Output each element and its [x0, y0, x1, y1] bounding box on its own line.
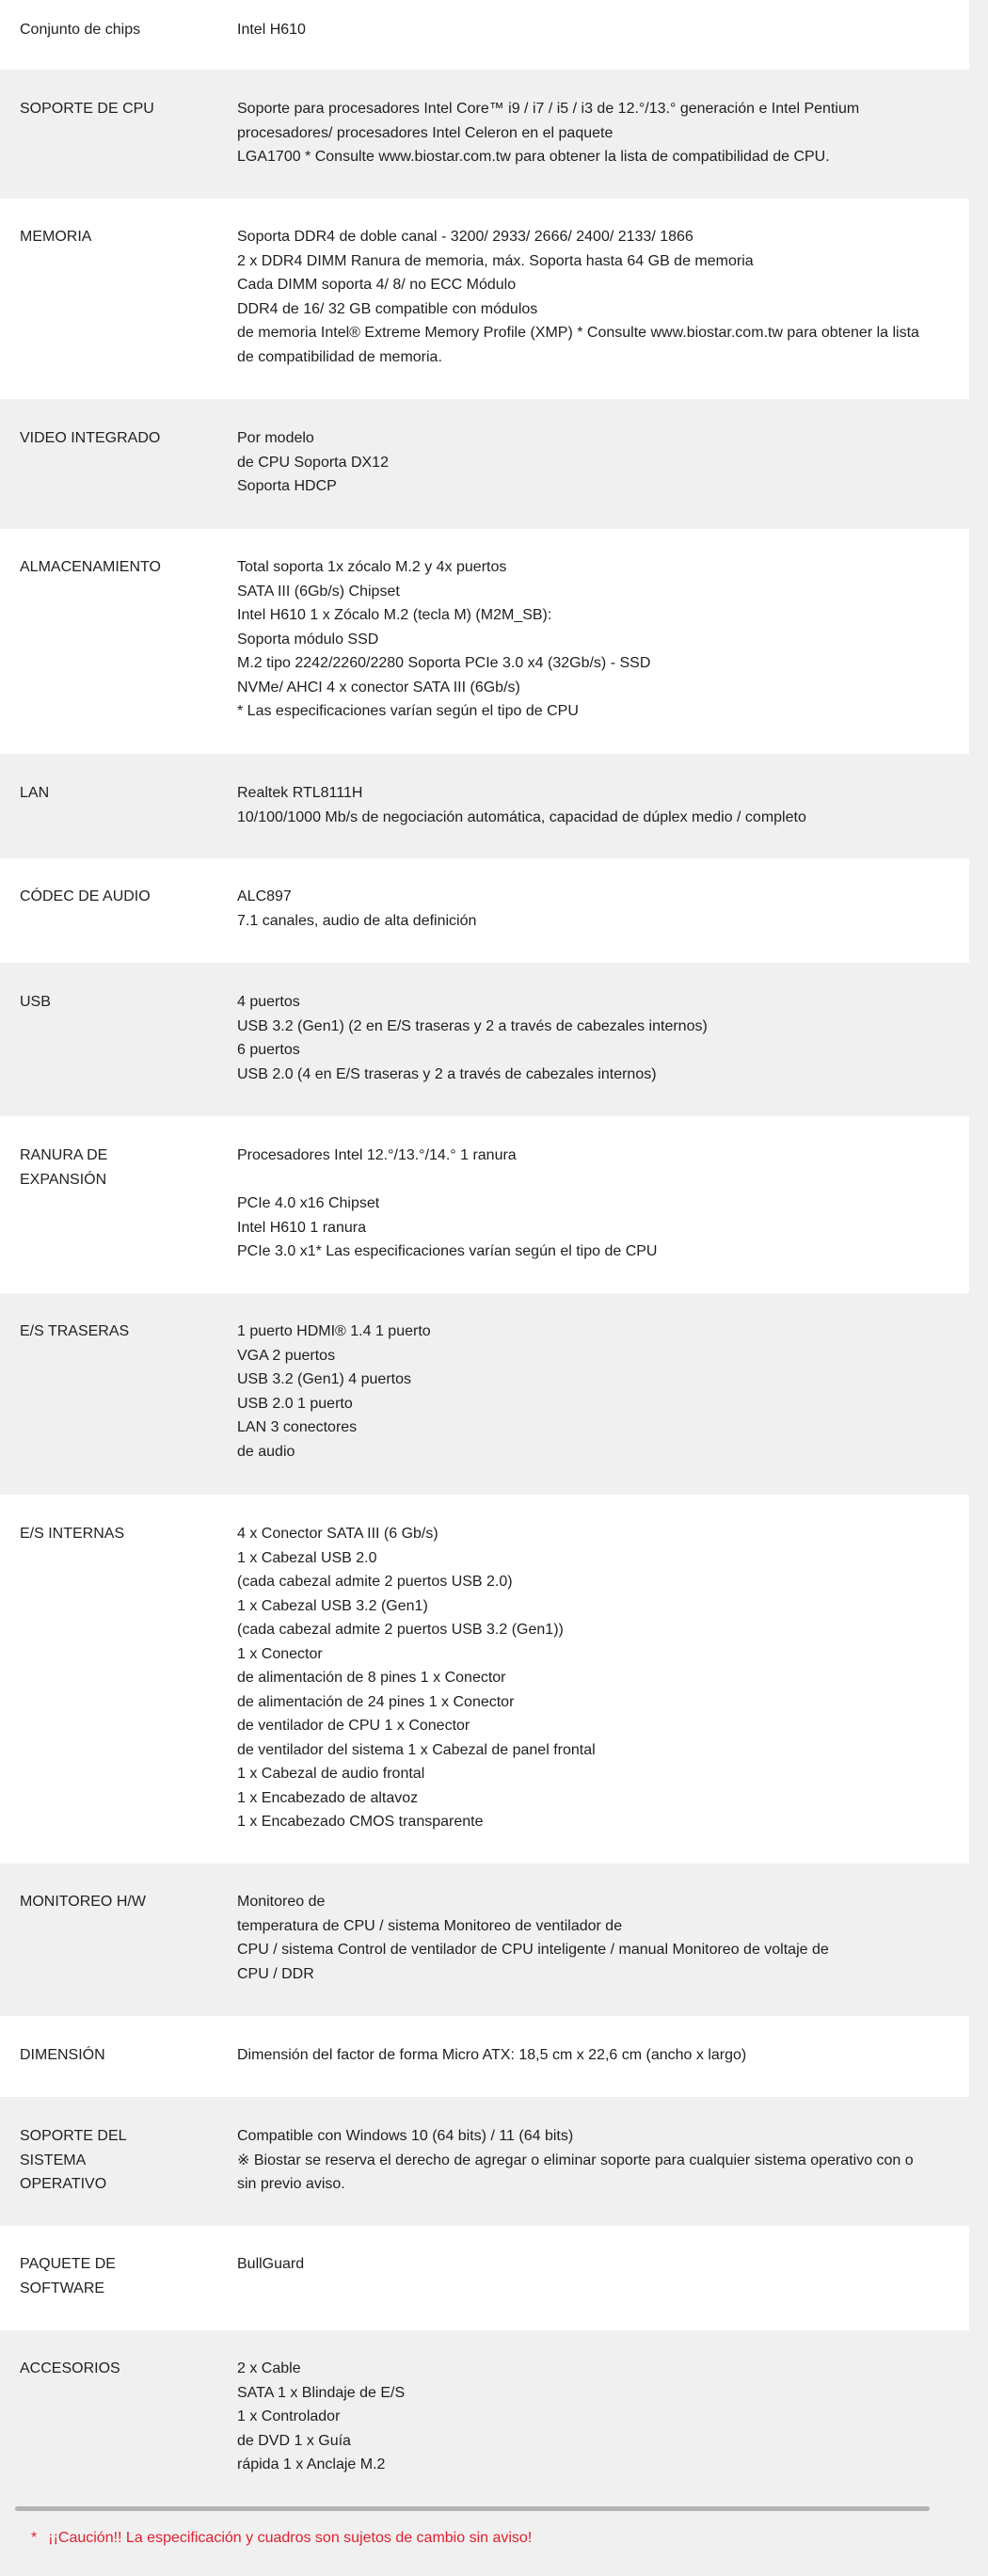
spec-line: ALC897 [237, 888, 292, 904]
spec-label: MONITOREO H/W [20, 1894, 146, 1910]
spec-line: LGA1700 * Consulte www.biostar.com.tw para obtener la lista de compatibilidad de CPU. [237, 149, 830, 165]
spec-line: de memoria Intel® Extreme Memory Profile (XMP) * Consulte www.biostar.com.tw para obtener la lista [237, 325, 919, 341]
spec-label: ACCESORIOS [20, 2360, 120, 2376]
spec-line: BullGuard [237, 2256, 305, 2272]
spec-line: NVMe/ AHCI 4 x conector SATA III (6Gb/s) [237, 679, 520, 696]
spec-line: USB 3.2 (Gen1) (2 en E/S traseras y 2 a través de cabezales internos) [237, 1017, 708, 1034]
spec-line: SATA III (6Gb/s) Chipset [237, 583, 400, 600]
spec-line: USB 2.0 1 puerto [237, 1395, 353, 1412]
spec-line: sin previo aviso. [237, 2176, 345, 2192]
spec-line: rápida 1 x Anclaje M.2 [237, 2456, 386, 2472]
spec-line: 1 puerto HDMI® 1.4 1 puerto [237, 1323, 431, 1339]
spec-label: CÓDEC DE AUDIO [20, 888, 151, 904]
spec-line: 1 x Conector [237, 1645, 323, 1662]
spec-values [237, 18, 969, 42]
spec-line: Soporta módulo SSD [237, 631, 379, 648]
spec-line: USB 2.0 (4 en E/S traseras y 2 a través de cabezales internos) [237, 1065, 657, 1082]
spec-line: 1 x Controlador [237, 2408, 341, 2424]
spec-line: 2 x DDR4 DIMM Ranura de memoria, máx. Soporta hasta 64 GB de memoria [237, 252, 754, 269]
spec-line: CPU / DDR [237, 1965, 314, 1982]
spec-values [237, 2252, 969, 2277]
spec-values [237, 1890, 969, 1986]
spec-values [237, 781, 969, 829]
spec-label: MEMORIA [20, 229, 92, 245]
spec-values [237, 1144, 969, 1264]
spec-line: (cada cabezal admite 2 puertos USB 2.0) [237, 1574, 513, 1590]
spec-line: 1 x Encabezado de altavoz [237, 1789, 419, 1806]
spec-label: E/S TRASERAS [20, 1323, 130, 1339]
spec-label: SOPORTE DE CPU [20, 101, 154, 117]
spec-line: de ventilador del sistema 1 x Cabezal de panel frontal [237, 1741, 596, 1758]
spec-line: Intel H610 1 x Zócalo M.2 (tecla M) (M2M_SB): [237, 607, 552, 623]
spec-row-chipset [0, 0, 969, 70]
spec-line: Cada DIMM soporta 4/ 8/ no ECC Módulo [237, 277, 517, 293]
spec-line: 1 x Cabezal USB 3.2 (Gen1) [237, 1597, 428, 1614]
spec-row-expansion-slots [0, 1116, 969, 1293]
caution-notice [31, 2528, 532, 2549]
horizontal-scrollbar[interactable] [15, 2506, 930, 2511]
spec-line: * Las especificaciones varían según el tipo de CPU [237, 703, 579, 719]
spec-values [237, 2357, 969, 2477]
spec-line: de alimentación de 24 pines 1 x Conector [237, 1693, 515, 1710]
spec-line: ※ Biostar se reserva el derecho de agregar o eliminar soporte para cualquier sistema operativo con o [237, 2152, 914, 2168]
spec-line: Intel H610 [237, 22, 306, 38]
spec-line: de DVD 1 x Guía [237, 2432, 351, 2449]
spec-label: PAQUETE DE SOFTWARE [20, 2256, 116, 2296]
spec-values [237, 2043, 969, 2068]
spec-label: DIMENSIÓN [20, 2047, 105, 2063]
spec-row-memory [0, 199, 969, 399]
spec-line: Total soporta 1x zócalo M.2 y 4x puertos [237, 559, 507, 575]
spec-row-storage [0, 529, 969, 754]
spec-line: 1 x Encabezado CMOS transparente [237, 1814, 484, 1830]
spec-line: PCIe 4.0 x16 Chipset [237, 1195, 380, 1211]
spec-line: de alimentación de 8 pines 1 x Conector [237, 1670, 506, 1686]
spec-line: Procesadores Intel 12.°/13.°/14.° 1 ranura [237, 1147, 517, 1163]
spec-line: SATA 1 x Blindaje de E/S [237, 2384, 406, 2401]
spec-row-lan [0, 754, 969, 858]
spec-values [237, 1522, 969, 1834]
spec-label: LAN [20, 785, 50, 801]
spec-row-integrated-video [0, 399, 969, 529]
spec-row-internal-io [0, 1495, 969, 1864]
spec-values [237, 885, 969, 933]
spec-row-accessories [0, 2330, 969, 2500]
spec-line: 10/100/1000 Mb/s de negociación automática, capacidad de dúplex medio / completo [237, 808, 806, 825]
caution-star: * [31, 2530, 38, 2546]
spec-line: 4 x Conector SATA III (6 Gb/s) [237, 1526, 438, 1542]
spec-line: Soporta HDCP [237, 478, 337, 494]
spec-label: E/S INTERNAS [20, 1526, 125, 1542]
spec-values [237, 2124, 969, 2197]
spec-line: de ventilador de CPU 1 x Conector [237, 1718, 470, 1734]
spec-line: USB 3.2 (Gen1) 4 puertos [237, 1371, 411, 1387]
spec-label: USB [20, 994, 51, 1010]
spec-row-os-support [0, 2097, 969, 2226]
spec-label: RANURA DE EXPANSIÓN [20, 1147, 108, 1188]
spec-line: PCIe 3.0 x1* Las especificaciones varían según el tipo de CPU [237, 1243, 658, 1259]
spec-line: 6 puertos [237, 1042, 300, 1058]
spec-row-software [0, 2226, 969, 2330]
spec-line: 4 puertos [237, 994, 300, 1010]
spec-line: 2 x Cable [237, 2360, 301, 2376]
spec-line: LAN 3 conectores [237, 1419, 358, 1435]
spec-line: procesadores/ procesadores Intel Celeron en el paquete [237, 124, 614, 141]
spec-values [237, 225, 969, 369]
spec-line: 7.1 canales, audio de alta definición [237, 912, 477, 929]
spec-line: (cada cabezal admite 2 puertos USB 3.2 (Gen1)) [237, 1622, 564, 1638]
spec-row-hw-monitor [0, 1864, 969, 2016]
spec-values [237, 555, 969, 724]
spec-values [237, 1320, 969, 1464]
spec-values [237, 426, 969, 499]
caution-text: ¡¡Caución!! La especificación y cuadros son sujetos de cambio sin aviso! [48, 2530, 533, 2546]
spec-values [237, 97, 969, 169]
spec-label: VIDEO INTEGRADO [20, 430, 161, 446]
spec-line: Dimensión del factor de forma Micro ATX: 18,5 cm x 22,6 cm (ancho x largo) [237, 2047, 747, 2063]
spec-label: ALMACENAMIENTO [20, 559, 161, 575]
spec-line: VGA 2 puertos [237, 1347, 336, 1364]
spec-line: M.2 tipo 2242/2260/2280 Soporta PCIe 3.0 x4 (32Gb/s) - SSD [237, 655, 651, 671]
spec-line: Compatible con Windows 10 (64 bits) / 11 (64 bits) [237, 2128, 574, 2144]
spec-line: Soporta DDR4 de doble canal - 3200/ 2933/ 2666/ 2400/ 2133/ 1866 [237, 229, 693, 245]
spec-line: CPU / sistema Control de ventilador de CPU inteligente / manual Monitoreo de voltaje de [237, 1942, 829, 1958]
spec-line: Realtek RTL8111H [237, 785, 363, 801]
spec-line [237, 1168, 967, 1192]
spec-line: 1 x Cabezal de audio frontal [237, 1766, 425, 1782]
spec-line: DDR4 de 16/ 32 GB compatible con módulos [237, 300, 538, 317]
spec-row-cpu [0, 70, 969, 199]
spec-label: SOPORTE DEL SISTEMA OPERATIVO [20, 2128, 126, 2192]
spec-row-dimension [0, 2016, 969, 2097]
spec-line: temperatura de CPU / sistema Monitoreo de ventilador de [237, 1917, 623, 1934]
spec-line: de audio [237, 1443, 295, 1460]
spec-line: Monitoreo de [237, 1894, 326, 1910]
spec-line: de CPU Soporta DX12 [237, 454, 389, 471]
spec-line: 1 x Cabezal USB 2.0 [237, 1549, 377, 1566]
spec-row-usb [0, 963, 969, 1116]
spec-line: Por modelo [237, 430, 314, 446]
spec-row-audio-codec [0, 858, 969, 963]
spec-line: Intel H610 1 ranura [237, 1219, 366, 1236]
spec-row-rear-io [0, 1293, 969, 1495]
spec-line: de compatibilidad de memoria. [237, 348, 442, 365]
spec-label: Conjunto de chips [20, 22, 141, 38]
spec-values [237, 990, 969, 1086]
spec-line: Soporte para procesadores Intel Core™ i9 / i7 / i5 / i3 de 12.°/13.° generación e Intel Pentium [237, 101, 860, 117]
